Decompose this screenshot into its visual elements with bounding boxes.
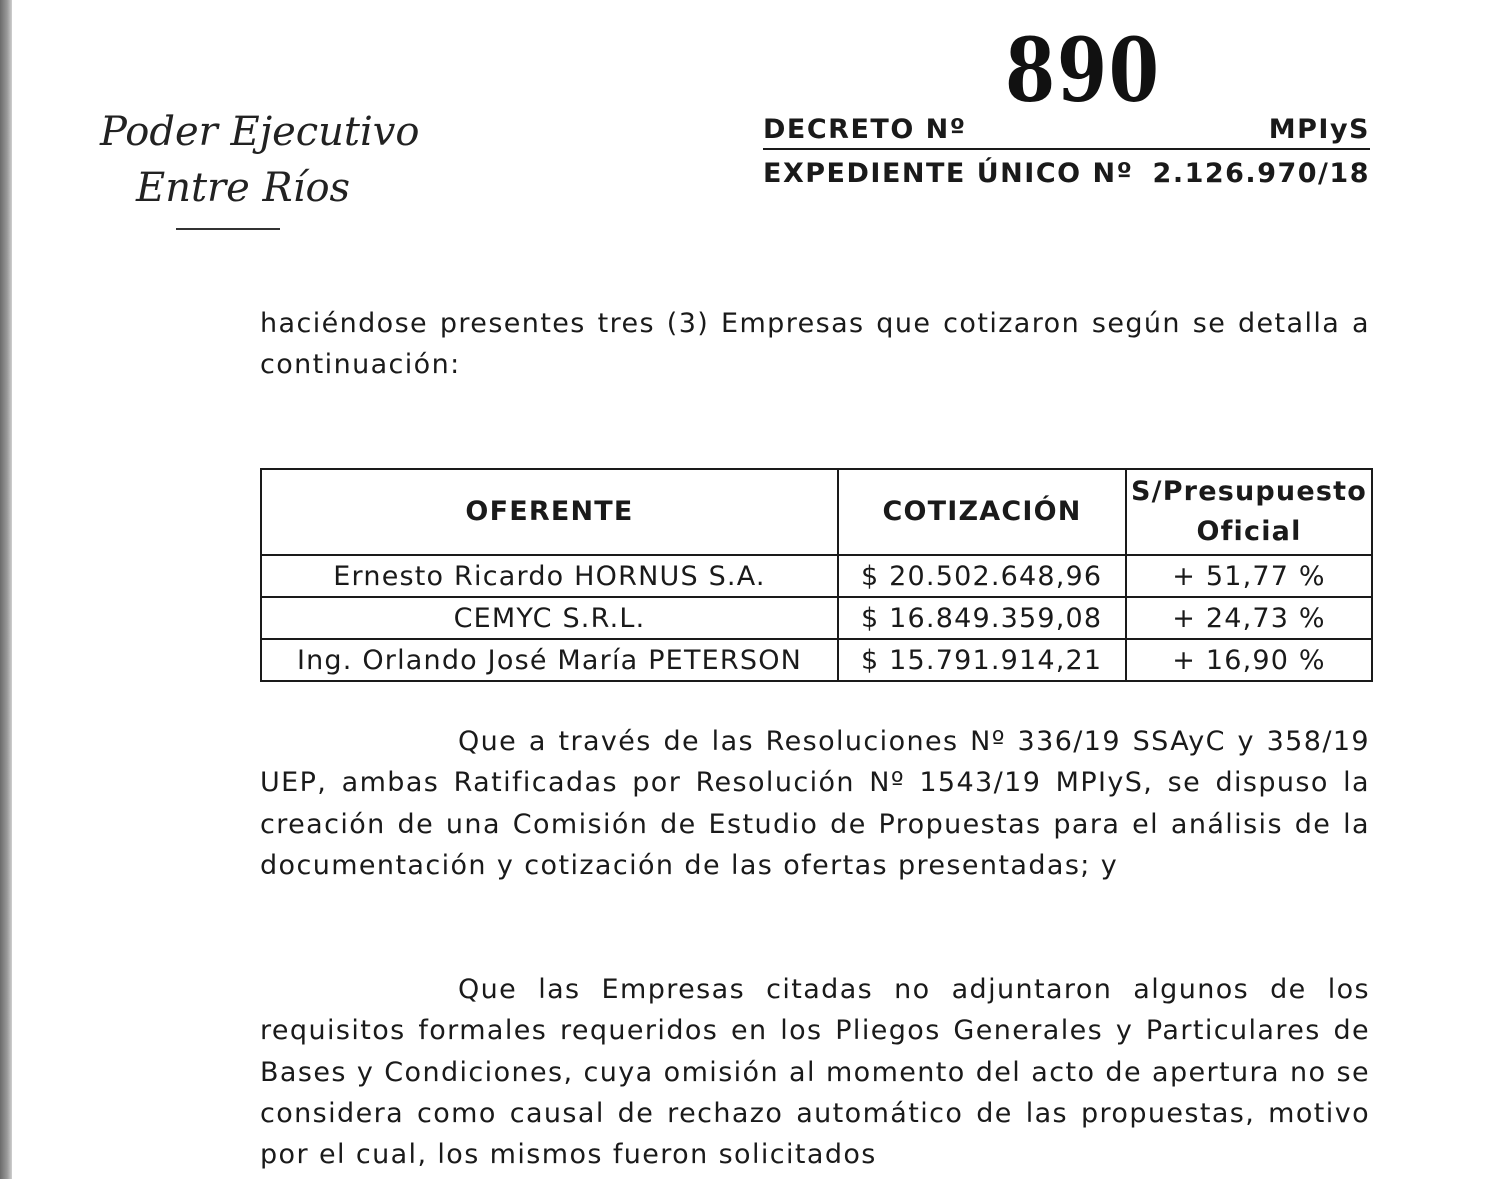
letterhead-line-2: Entre Ríos	[136, 165, 351, 211]
header-oferente: OFERENTE	[261, 469, 838, 555]
table-row	[261, 639, 1372, 681]
table-header-row	[261, 469, 1372, 555]
paragraph-intro: haciéndose presentes tres (3) Empresas que cotizaron según se detalla a continuación:	[260, 308, 1370, 381]
letterhead-underline	[176, 228, 280, 230]
cell-presupuesto: + 16,90 %	[1126, 639, 1372, 681]
cell-cotizacion: $ 16.849.359,08	[838, 597, 1126, 639]
letterhead-logo	[100, 104, 420, 230]
bids-table	[260, 468, 1373, 682]
paragraph-resoluciones	[260, 721, 1370, 886]
header-presupuesto	[1126, 469, 1372, 555]
paragraph-requisitos	[260, 969, 1370, 1175]
paragraph-resoluciones-text: Que a través de las Resoluciones Nº 336/19 SSAyC y 358/19 UEP, ambas Ratificadas por Resolución Nº 1543/19 MPIyS, se dispuso la creación de una Comisión de Estudio de Propuestas para el análisis de la documentación y cotización de las ofertas presentadas; y	[260, 726, 1370, 881]
decreto-label: DECRETO Nº	[763, 114, 967, 145]
expediente-row	[763, 158, 1370, 189]
cell-presupuesto: + 24,73 %	[1126, 597, 1372, 639]
cell-oferente: Ing. Orlando José María PETERSON	[261, 639, 838, 681]
header-presupuesto-line-1: S/Presupuesto	[1130, 476, 1367, 507]
header-cotizacion: COTIZACIÓN	[838, 469, 1126, 555]
expediente-value: 2.126.970/18	[1152, 158, 1370, 189]
cell-presupuesto: + 51,77 %	[1126, 555, 1372, 597]
cell-cotizacion: $ 15.791.914,21	[838, 639, 1126, 681]
table-row	[261, 555, 1372, 597]
cell-cotizacion: $ 20.502.648,96	[838, 555, 1126, 597]
table-row	[261, 597, 1372, 639]
cell-oferente: CEMYC S.R.L.	[261, 597, 838, 639]
expediente-label: EXPEDIENTE ÚNICO Nº	[763, 158, 1134, 189]
decreto-row	[763, 114, 1370, 145]
letterhead-line-1: Poder Ejecutivo	[100, 109, 420, 155]
decreto-ministry: MPIyS	[1268, 114, 1370, 145]
page-edge-shadow	[0, 0, 12, 1179]
decree-number: 890	[1005, 18, 1161, 122]
paragraph-requisitos-text: Que las Empresas citadas no adjuntaron algunos de los requisitos formales requeridos en los Pliegos Generales y Particulares de Bases y Condiciones, cuya omisión al momento del acto de apertura no se considera como causal de rechazo automático de las propuestas, motivo por el cual, los mismos fueron solicitados	[260, 974, 1370, 1171]
header-presupuesto-line-2: Oficial	[1196, 516, 1302, 547]
cell-oferente: Ernesto Ricardo HORNUS S.A.	[261, 555, 838, 597]
